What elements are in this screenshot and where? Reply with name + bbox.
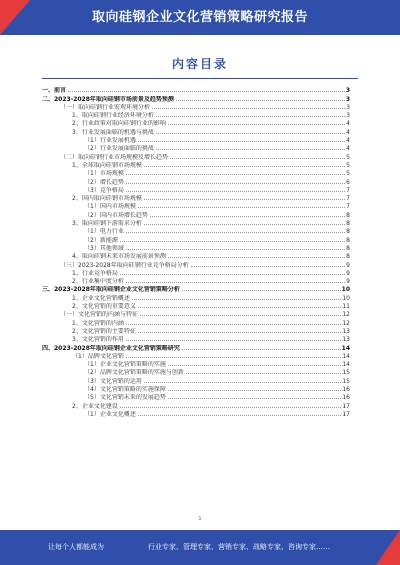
toc-entry-page: 17 xyxy=(342,402,350,410)
toc-leader-dots xyxy=(176,100,345,101)
toc-entry-page: 5 xyxy=(346,161,350,169)
footer-banner xyxy=(0,530,400,565)
toc-entry-page: 15 xyxy=(342,369,350,377)
toc-entry-text: （3）竞争格局 xyxy=(84,186,124,194)
toc-entry[interactable] xyxy=(42,86,350,94)
toc-entry[interactable] xyxy=(42,401,350,409)
toc-leader-dots xyxy=(138,307,342,308)
toc-entry-page: 4 xyxy=(346,145,350,153)
page-number: 1 xyxy=(198,516,202,522)
toc-entry-page: 5 xyxy=(346,153,350,161)
toc-entry[interactable] xyxy=(42,127,350,135)
toc-leader-dots xyxy=(168,124,345,125)
toc-entry-text: （5）文化营销未来的发展趋势 xyxy=(84,394,166,402)
toc-leader-dots xyxy=(126,191,345,192)
toc-entry[interactable] xyxy=(42,252,350,260)
toc-entry-page: 3 xyxy=(346,112,350,120)
toc-entry-page: 14 xyxy=(342,352,350,360)
toc-entry-page: 3 xyxy=(345,95,350,103)
toc-leader-dots xyxy=(150,216,345,217)
toc-entry-text: 3、文化营销的作用 xyxy=(72,336,124,344)
toc-heading: 内容目录 xyxy=(171,57,228,71)
toc-entry-text: 2、文化营销的主要特征 xyxy=(72,327,136,335)
toc-entry-page: 8 xyxy=(346,211,350,219)
toc-entry-page: 13 xyxy=(342,336,350,344)
toc-entry-page: 8 xyxy=(346,244,350,252)
toc-entry-text: 一、前言 xyxy=(42,87,67,95)
toc-entry-text: （3）其他领域 xyxy=(84,244,124,252)
toc-entry-text: 二、2023-2028年取向硅钢市场前景及趋势预测 xyxy=(42,95,174,103)
toc-entry-page: 7 xyxy=(346,203,350,211)
toc-leader-dots xyxy=(156,133,345,134)
toc-entry-text: （1）行业发展机遇 xyxy=(84,137,136,145)
toc-leader-dots xyxy=(120,274,345,275)
toc-entry-page: 5 xyxy=(346,170,350,178)
toc-entry[interactable] xyxy=(42,327,350,335)
toc-entry[interactable] xyxy=(42,269,350,277)
toc-entry-page: 17 xyxy=(342,410,350,418)
toc-entry-page: 6 xyxy=(346,178,350,186)
toc-entry[interactable] xyxy=(42,169,350,177)
toc-entry-text: 4、取向硅钢未来市场发展前景预测 xyxy=(72,253,166,261)
toc-leader-dots xyxy=(156,116,345,117)
toc-entry[interactable] xyxy=(42,177,350,185)
toc-leader-dots xyxy=(144,382,342,383)
toc-entry-text: （一）文化营销的内涵与特征 xyxy=(60,311,139,319)
toc-entry[interactable] xyxy=(42,219,350,227)
toc-entry[interactable] xyxy=(42,136,350,144)
toc-entry-text: 2、企业文化建设 xyxy=(72,402,118,410)
toc-entry-page: 3 xyxy=(346,103,350,111)
toc-entry-page: 7 xyxy=(346,186,350,194)
toc-entry-page: 16 xyxy=(342,394,350,402)
toc-entry[interactable] xyxy=(42,244,350,252)
toc-entry[interactable] xyxy=(42,227,350,235)
toc-leader-dots xyxy=(126,249,345,250)
toc-entry-text: （1）电力行业 xyxy=(84,228,124,236)
toc-entry-text: （2）行业发展面临的挑战 xyxy=(84,145,154,153)
toc-entry-text: （2）品牌文化营销策略的实施与创新 xyxy=(84,369,184,377)
toc-entry-text: （三）2023-2028年取向硅钢行业竞争格局分析 xyxy=(60,261,189,269)
toc-entry[interactable] xyxy=(42,343,350,351)
toc-leader-dots xyxy=(156,149,345,150)
toc-entry-text: （1）市场规模 xyxy=(84,170,124,178)
toc-entry[interactable] xyxy=(42,293,350,301)
footer-red-corner xyxy=(376,530,400,565)
toc-entry-text: 3、取向硅钢下游需求分析 xyxy=(72,220,142,228)
toc-entry-text: 1、行业竞争格局 xyxy=(72,269,118,277)
toc-entry-text: 2、行业政策对取向硅钢行业的影响 xyxy=(72,120,166,128)
toc-divider xyxy=(42,78,358,79)
toc-entry-page: 12 xyxy=(342,311,350,319)
toc-entry[interactable] xyxy=(42,302,350,310)
toc-leader-dots xyxy=(191,266,345,267)
toc-entry[interactable] xyxy=(42,235,350,243)
toc-leader-dots xyxy=(182,290,341,291)
toc-leader-dots xyxy=(168,398,342,399)
toc-entry[interactable] xyxy=(42,277,350,285)
toc-entry[interactable] xyxy=(42,144,350,152)
toc-leader-dots xyxy=(186,373,342,374)
toc-entry[interactable] xyxy=(42,111,350,119)
report-title: 取向硅钢企业文化营销策略研究报告 xyxy=(91,10,308,25)
header-banner xyxy=(0,0,400,35)
toc-entry-text: （4）文化营销策略的实施保障 xyxy=(84,385,166,393)
toc-entry[interactable] xyxy=(42,260,350,268)
toc-entry-text: （1）企业文化营销策略的实施 xyxy=(84,361,166,369)
toc-entry[interactable] xyxy=(42,360,350,368)
toc-entry-text: （1）国内市场规模 xyxy=(84,203,136,211)
toc-entry[interactable] xyxy=(42,368,350,376)
table-of-contents xyxy=(42,86,350,418)
toc-entry-text: （2）国内市场增长趋势 xyxy=(84,211,148,219)
toc-entry-page: 12 xyxy=(342,319,350,327)
toc-leader-dots xyxy=(140,315,341,316)
toc-leader-dots xyxy=(168,390,342,391)
toc-entry[interactable] xyxy=(42,393,350,401)
toc-entry-page: 10 xyxy=(341,286,350,294)
toc-leader-dots xyxy=(152,108,345,109)
toc-entry-text: 三、2023-2028年取向硅钢企业文化营销策略分析 xyxy=(42,286,180,294)
toc-leader-dots xyxy=(138,207,345,208)
toc-leader-dots xyxy=(126,324,342,325)
toc-entry-page: 14 xyxy=(341,344,350,352)
toc-entry-text: （2）增长趋势 xyxy=(84,178,124,186)
toc-leader-dots xyxy=(170,158,345,159)
toc-entry-page: 9 xyxy=(346,261,350,269)
toc-entry-page: 4 xyxy=(346,137,350,145)
toc-entry[interactable] xyxy=(42,103,350,111)
toc-entry[interactable] xyxy=(42,352,350,360)
toc-entry[interactable] xyxy=(42,119,350,127)
toc-entry-page: 14 xyxy=(342,361,350,369)
toc-entry-page: 11 xyxy=(342,303,350,311)
toc-entry-page: 15 xyxy=(342,377,350,385)
toc-leader-dots xyxy=(138,332,342,333)
toc-entry-page: 8 xyxy=(346,253,350,261)
toc-entry-text: 2、文化营销的重要意义 xyxy=(72,303,136,311)
toc-leader-dots xyxy=(126,282,345,283)
toc-leader-dots xyxy=(144,224,345,225)
toc-entry-page: 8 xyxy=(346,220,350,228)
toc-entry-page: 3 xyxy=(345,87,350,95)
toc-leader-dots xyxy=(132,299,342,300)
toc-entry-text: 1、企业文化营销概述 xyxy=(72,294,130,302)
toc-entry-text: （二）取向硅钢行业市场规模及增长趋势 xyxy=(60,153,169,161)
toc-leader-dots xyxy=(182,349,341,350)
toc-entry[interactable] xyxy=(42,410,350,418)
toc-leader-dots xyxy=(126,183,345,184)
toc-leader-dots xyxy=(126,340,342,341)
toc-entry[interactable] xyxy=(42,202,350,210)
footer-slogan: 让每个人都能成为 xyxy=(48,543,104,551)
toc-leader-dots xyxy=(126,357,342,358)
toc-leader-dots xyxy=(168,365,342,366)
toc-leader-dots xyxy=(126,232,345,233)
toc-leader-dots xyxy=(68,91,345,92)
toc-entry-text: （一）取向硅钢行业宏观环境分析 xyxy=(60,103,151,111)
toc-entry[interactable] xyxy=(42,210,350,218)
toc-entry-text: 2、国内取向硅钢市场规模 xyxy=(72,195,142,203)
toc-entry[interactable] xyxy=(42,94,350,102)
toc-entry-text: （3）文化营销的运用 xyxy=(84,377,142,385)
toc-entry-page: 9 xyxy=(346,278,350,286)
toc-entry-page: 13 xyxy=(342,327,350,335)
toc-leader-dots xyxy=(144,199,345,200)
toc-entry[interactable] xyxy=(42,186,350,194)
toc-leader-dots xyxy=(168,257,345,258)
toc-entry[interactable] xyxy=(42,285,350,293)
toc-entry[interactable] xyxy=(42,376,350,384)
toc-entry-text: 2、行业集中度分析 xyxy=(72,278,124,286)
toc-entry-text: 四、2023-2028年取向硅钢企业文化营销策略研究 xyxy=(42,344,180,352)
toc-entry[interactable] xyxy=(42,152,350,160)
toc-leader-dots xyxy=(120,407,342,408)
toc-entry-text: 3、行业发展面临的机遇与挑战 xyxy=(72,128,154,136)
toc-entry-text: （1）品牌文化营销 xyxy=(72,352,124,360)
toc-entry-text: 1、全球取向硅钢市场规模 xyxy=(72,161,142,169)
footer-tags: 行业专家、管理专家、营销专家、战略专家、咨询专家…… xyxy=(148,543,330,551)
toc-entry-page: 7 xyxy=(346,195,350,203)
toc-entry-text: （1）企业文化概述 xyxy=(84,410,136,418)
toc-entry[interactable] xyxy=(42,335,350,343)
toc-entry[interactable] xyxy=(42,310,350,318)
toc-entry-page: 9 xyxy=(346,269,350,277)
toc-leader-dots xyxy=(138,415,342,416)
toc-leader-dots xyxy=(120,241,345,242)
toc-entry-text: （2）新能源 xyxy=(84,236,118,244)
toc-entry-page: 10 xyxy=(342,294,350,302)
toc-entry-text: 1、取向硅钢行业经济环境分析 xyxy=(72,112,154,120)
toc-leader-dots xyxy=(138,141,345,142)
toc-entry-page: 4 xyxy=(346,128,350,136)
toc-entry[interactable] xyxy=(42,194,350,202)
toc-entry[interactable] xyxy=(42,318,350,326)
toc-entry[interactable] xyxy=(42,161,350,169)
toc-entry-page: 4 xyxy=(346,120,350,128)
toc-entry-page: 8 xyxy=(346,228,350,236)
toc-entry[interactable] xyxy=(42,385,350,393)
toc-entry-page: 8 xyxy=(346,236,350,244)
toc-leader-dots xyxy=(144,166,345,167)
toc-leader-dots xyxy=(126,174,345,175)
toc-entry-page: 16 xyxy=(342,385,350,393)
toc-entry-text: 1、文化营销的内涵 xyxy=(72,319,124,327)
